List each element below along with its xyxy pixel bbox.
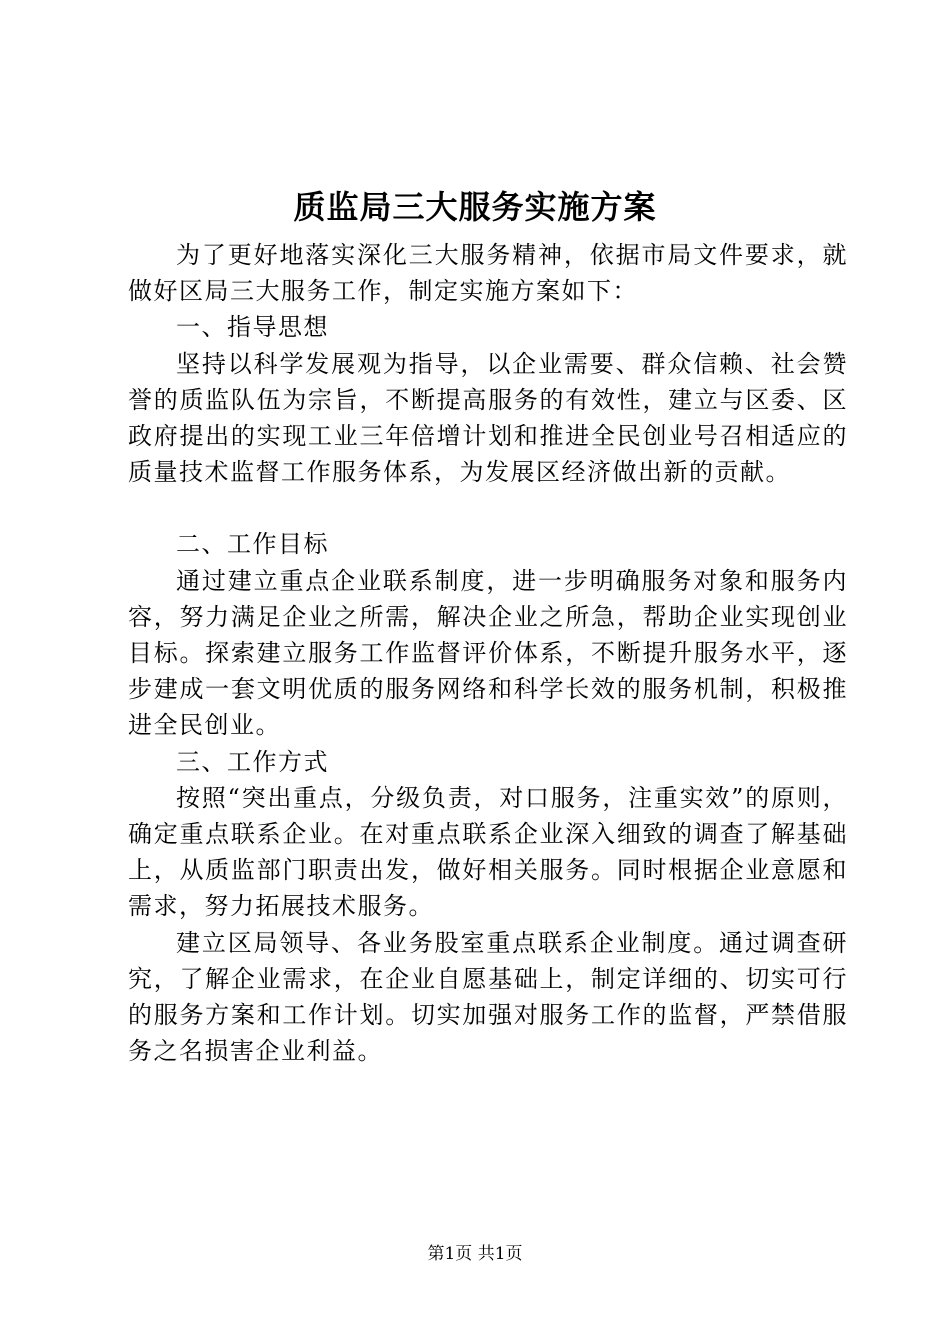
- page-number-footer: 第1页 共1页: [427, 1244, 523, 1264]
- work-methods-paragraph-1: 按照“突出重点，分级负责，对口服务，注重实效”的原则，确定重点联系企业。在对重点联系企业深入细致的调查了解基础上，从质监部门职责出发，做好相关服务。同时根据企业意愿和需求，努力拓展技术服务。: [128, 783, 848, 921]
- section-heading-guiding-ideology: 一、指导思想: [176, 313, 329, 342]
- paragraph-spacer: [128, 490, 848, 526]
- guiding-ideology-paragraph: 坚持以科学发展观为指导，以企业需要、群众信赖、社会赞誉的质监队伍为宗旨，不断提高服务的有效性，建立与区委、区政府提出的实现工业三年倍增计划和推进全民创业号召相适应的质量技术监督工作服务体系，为发展区经济做出新的贡献。: [128, 349, 848, 487]
- document-title: 质监局三大服务实施方案: [293, 188, 657, 226]
- work-goals-paragraph: 通过建立重点企业联系制度，进一步明确服务对象和服务内容，努力满足企业之所需，解决企业之所急，帮助企业实现创业目标。探索建立服务工作监督评价体系，不断提升服务水平，逐步建成一套文明优质的服务网络和科学长效的服务机制，积极推进全民创业。: [128, 566, 848, 740]
- intro-paragraph: 为了更好地落实深化三大服务精神，依据市局文件要求，就做好区局三大服务工作，制定实施方案如下：: [128, 241, 848, 306]
- work-methods-paragraph-2: 建立区局领导、各业务股室重点联系企业制度。通过调查研究，了解企业需求，在企业自愿基础上，制定详细的、切实可行的服务方案和工作计划。切实加强对服务工作的监督，严禁借服务之名损害企业利益。: [128, 928, 848, 1066]
- section-heading-work-methods: 三、工作方式: [176, 747, 329, 776]
- document-body: [128, 237, 848, 1069]
- section-heading-work-goals: 二、工作目标: [176, 530, 329, 559]
